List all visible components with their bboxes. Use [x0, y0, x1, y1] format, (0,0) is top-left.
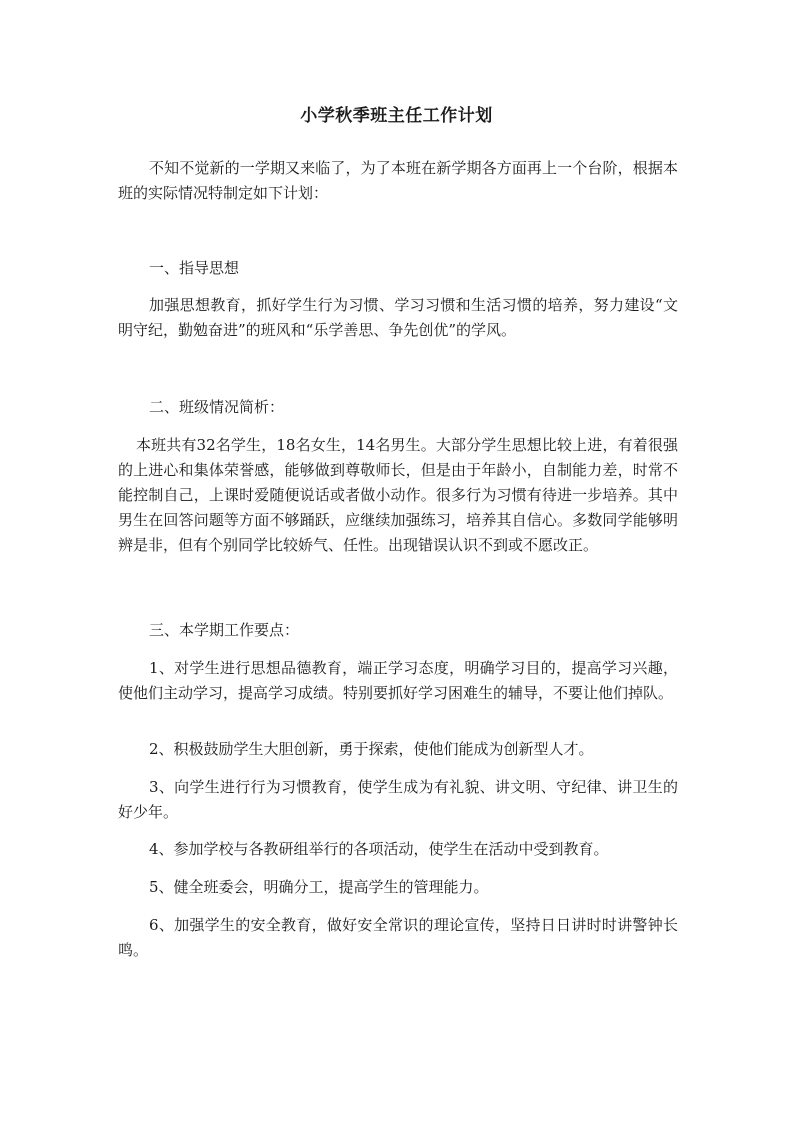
work-point-1: 1、对学生进行思想品德教育，端正学习态度，明确学习目的，提高学习兴趣，使他们主动学习，提高学习成绩。特别要抓好学习困难生的辅导，不要让他们掉队。 — [118, 659, 678, 702]
section-heading-guiding-thought: 一、指导思想 — [149, 259, 240, 277]
class-analysis-paragraph: 本班共有32名学生，18名女生，14名男生。大部分学生思想比较上进，有着很强的上进心和集体荣誉感，能够做到尊敬师长，但是由于年龄小，自制能力差，时常不能控制自己，上课时爱随便说话或者做小动作。很多行为习惯有待进一步培养。其中男生在回答问题等方面不够踊跃，应继续加强练习，培养其自信心。多数同学能够明辨是非，但有个别同学比较娇气、任性。出现错误认识不到或不愿改正。 — [118, 436, 678, 554]
work-point-6: 6、加强学生的安全教育，做好安全常识的理论宣传，坚持日日讲时时讲警钟长鸣。 — [118, 916, 678, 959]
work-point-4: 4、参加学校与各教研组举行的各项活动，使学生在活动中受到教育。 — [149, 840, 609, 858]
section-heading-class-analysis: 二、班级情况简析： — [149, 398, 285, 416]
section-heading-work-points: 三、本学期工作要点： — [149, 621, 300, 639]
work-point-5: 5、健全班委会，明确分工，提高学生的管理能力。 — [149, 878, 489, 896]
guiding-thought-paragraph: 加强思想教育，抓好学生行为习惯、学习习惯和生活习惯的培养，努力建设“文明守纪，勤勉奋进”的班风和“乐学善思、争先创优”的学风。 — [118, 296, 678, 339]
document-title: 小学秋季班主任工作计划 — [300, 106, 493, 126]
intro-paragraph: 不知不觉新的一学期又来临了，为了本班在新学期各方面再上一个台阶，根据本班的实际情况特制定如下计划： — [118, 159, 678, 202]
work-point-3: 3、向学生进行行为习惯教育，使学生成为有礼貌、讲文明、守纪律、讲卫生的好少年。 — [118, 778, 678, 821]
work-point-2: 2、积极鼓励学生大胆创新，勇于探索，使他们能成为创新型人才。 — [149, 740, 594, 758]
